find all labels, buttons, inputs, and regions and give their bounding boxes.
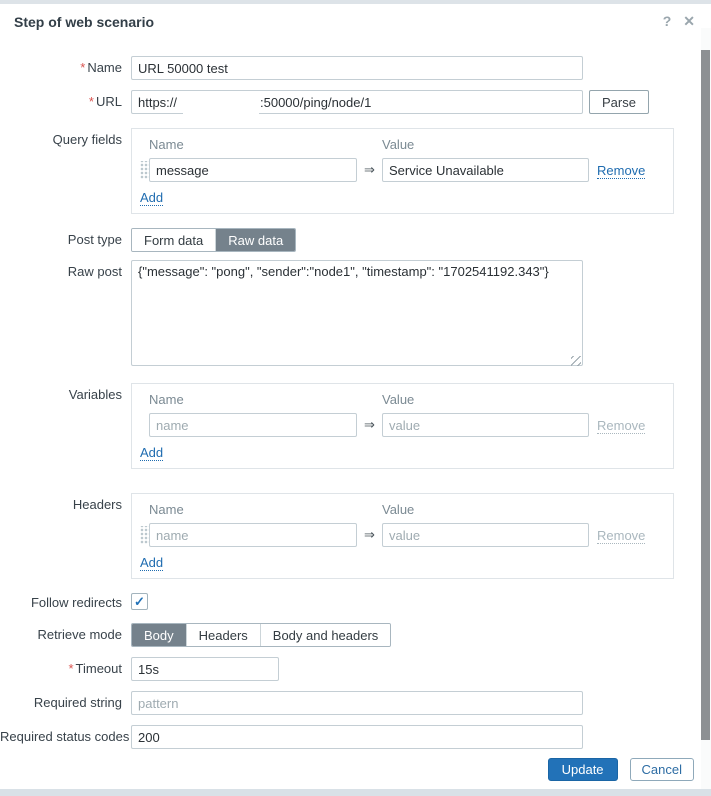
- dialog-footer: [0, 758, 694, 781]
- url-input-wrap: [131, 90, 583, 114]
- follow-redirects-row: [0, 591, 711, 610]
- url-visible-rest: :50000/ping/node/1: [260, 95, 372, 110]
- scrollbar[interactable]: [701, 28, 711, 789]
- follow-redirects-label: Follow redirects: [30, 595, 122, 610]
- retrieve-mode-row: [0, 623, 711, 647]
- headers-name-header: Name: [149, 502, 184, 517]
- variables-label: Variables: [68, 387, 122, 402]
- step-of-web-scenario-dialog: [0, 4, 711, 789]
- page-background-strip-bottom: [0, 789, 711, 796]
- url-row: [0, 90, 711, 114]
- map-arrow-icon: ⇒: [364, 527, 375, 542]
- parse-button[interactable]: Parse: [589, 90, 649, 114]
- close-icon[interactable]: ✕: [683, 13, 695, 29]
- redacted-region: [183, 92, 259, 118]
- required-status-codes-row: [0, 725, 711, 749]
- url-label: * URL: [88, 94, 122, 109]
- required-string-label: Required string: [33, 695, 122, 710]
- query-fields-label: Query fields: [52, 132, 122, 147]
- variables-value-input[interactable]: [382, 413, 589, 437]
- variables-add-link[interactable]: Add: [140, 445, 164, 460]
- variables-table: [131, 383, 674, 469]
- raw-post-wrap: [131, 260, 583, 369]
- retrieve-mode-label: Retrieve mode: [37, 627, 122, 642]
- query-fields-table: [131, 128, 674, 214]
- drag-handle-icon[interactable]: [140, 161, 149, 179]
- step-form: [0, 56, 711, 781]
- headers-remove-link: Remove: [597, 527, 646, 543]
- variables-row: [0, 383, 711, 469]
- scrollbar-thumb[interactable]: [701, 50, 710, 740]
- query-field-row: [140, 158, 665, 182]
- headers-label: Headers: [72, 497, 122, 512]
- headers-row: [0, 493, 711, 579]
- headers-table: [131, 493, 674, 579]
- query-fields-row: [0, 128, 711, 214]
- headers-value-header: Value: [382, 502, 415, 517]
- timeout-input[interactable]: [131, 657, 279, 681]
- variables-name-input[interactable]: [149, 413, 357, 437]
- query-name-header: Name: [149, 137, 184, 152]
- map-arrow-icon: ⇒: [364, 162, 375, 177]
- post-type-raw-data[interactable]: Raw data: [215, 229, 295, 251]
- headers-name-input[interactable]: [149, 523, 357, 547]
- query-value-header: Value: [382, 137, 415, 152]
- required-asterisk: *: [68, 661, 74, 676]
- cancel-button[interactable]: Cancel: [630, 758, 694, 781]
- required-asterisk: *: [80, 60, 86, 75]
- drag-handle-placeholder: [140, 416, 149, 434]
- drag-handle-icon[interactable]: [140, 526, 149, 544]
- required-status-codes-input[interactable]: [131, 725, 583, 749]
- headers-field-row: [140, 523, 665, 547]
- query-value-input[interactable]: [382, 158, 589, 182]
- dialog-title: Step of web scenario: [14, 14, 155, 30]
- page-background-strip-top: [0, 0, 711, 4]
- retrieve-mode-toggle: [131, 623, 391, 647]
- variables-field-row: [140, 413, 665, 437]
- required-string-input[interactable]: [131, 691, 583, 715]
- checkmark-icon: ✓: [134, 594, 145, 609]
- raw-post-textarea[interactable]: [131, 260, 583, 366]
- retrieve-mode-headers[interactable]: Headers: [186, 624, 260, 646]
- required-asterisk: *: [88, 94, 94, 109]
- help-icon[interactable]: ?: [662, 13, 672, 29]
- timeout-label: * Timeout: [68, 661, 122, 676]
- name-row: [0, 56, 711, 80]
- map-arrow-icon: ⇒: [364, 417, 375, 432]
- timeout-row: [0, 657, 711, 681]
- headers-value-input[interactable]: [382, 523, 589, 547]
- name-input[interactable]: [131, 56, 583, 80]
- headers-add-link[interactable]: Add: [140, 555, 164, 570]
- variables-name-header: Name: [149, 392, 184, 407]
- query-add-link[interactable]: Add: [140, 190, 164, 205]
- resize-handle-icon[interactable]: [571, 356, 581, 366]
- post-type-form-data[interactable]: Form data: [132, 229, 215, 251]
- post-type-toggle: [131, 228, 296, 252]
- required-string-row: [0, 691, 711, 715]
- query-name-input[interactable]: [149, 158, 357, 182]
- url-visible-prefix: https://: [138, 95, 178, 110]
- update-button[interactable]: Update: [548, 758, 618, 781]
- name-label: * Name: [80, 60, 122, 75]
- raw-post-label: Raw post: [67, 264, 122, 279]
- variables-remove-link: Remove: [597, 417, 646, 433]
- retrieve-mode-body-and-headers[interactable]: Body and headers: [260, 624, 391, 646]
- post-type-row: [0, 228, 711, 252]
- variables-value-header: Value: [382, 392, 415, 407]
- raw-post-row: [0, 260, 711, 369]
- retrieve-mode-body[interactable]: Body: [132, 624, 186, 646]
- required-status-codes-label: Required status codes: [0, 729, 130, 744]
- follow-redirects-checkbox[interactable]: [131, 593, 148, 610]
- query-remove-link[interactable]: Remove: [597, 162, 646, 178]
- post-type-label: Post type: [67, 232, 122, 247]
